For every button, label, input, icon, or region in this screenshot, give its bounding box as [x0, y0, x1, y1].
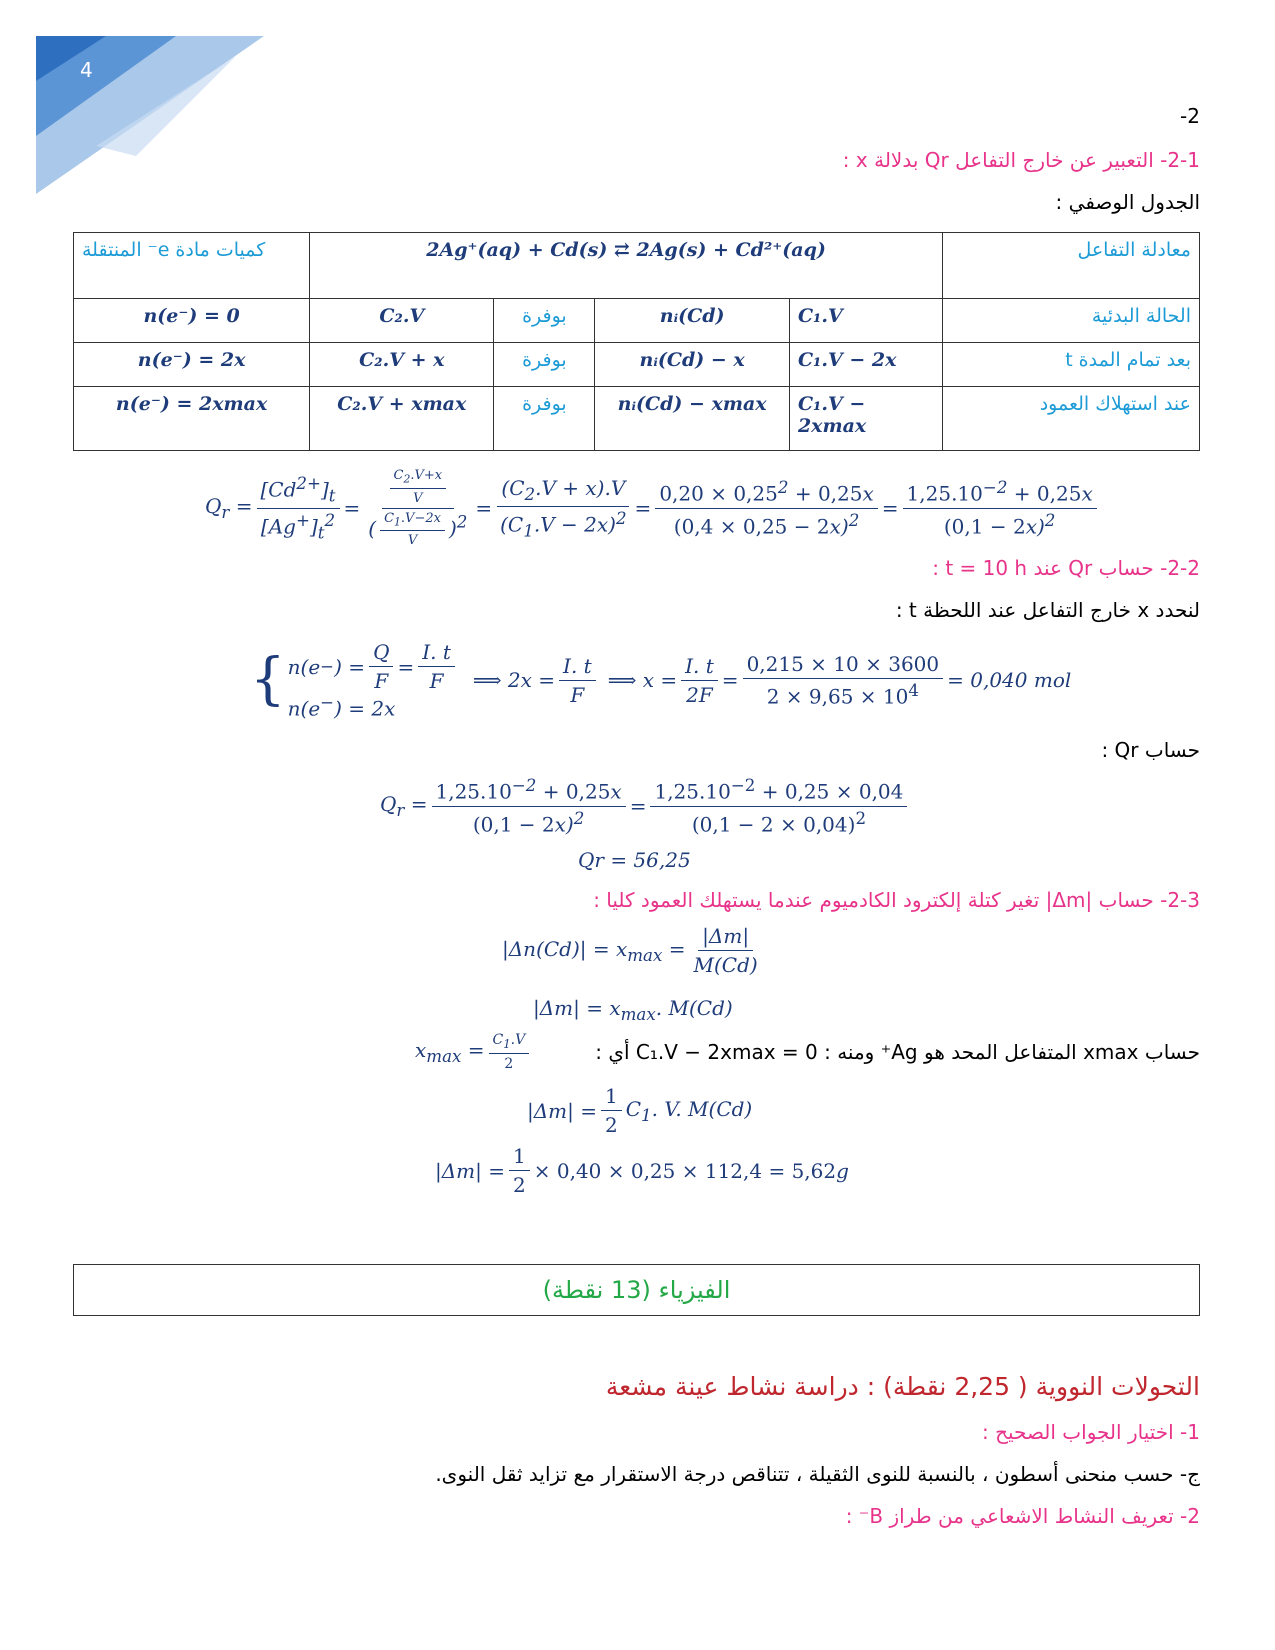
row-label: بعد تمام المدة t — [942, 343, 1199, 387]
table-cell: nᵢ(Cd) — [595, 299, 790, 343]
qr-numeric: $Q_r$ = $\frac{1,25.10^{-2} + 0,25x}{(0,1 - 2x)^2}$ = $\frac{1,25.10^{-2} + 0,25 \times 0,04}{(0,1 - 2 \times 0,04)^2}$ — [380, 776, 911, 836]
table-cell: n(e⁻) = 2x — [74, 343, 310, 387]
nuclear-question-1: 1- اختيار الجواب الصحيح : — [982, 1420, 1200, 1444]
qr-expression: $Q_r$ = $\frac{[Cd^{2+}]_t}{[Ag^+]_t^2}$ = $\frac{C_2.V+x}{V}$ ( $\frac{C_1.V-2x}{V}$ )$^2$ = $\frac{(C_2.V + x).V}{(C_1.V - 2x)^2}$ = $\frac{0,20 \times 0,25^2 + 0,25x}{(0,4 \times 0,25 - 2x)^2}$ = $\frac{1,25.10^{-2} + 0,25x}{(0,1 - 2x)^2}$ — [205, 468, 1101, 548]
reaction-equation: 2Ag⁺(aq) + Cd(s) ⇄ 2Ag(s) + Cd²⁺(aq) — [310, 233, 943, 299]
section-label: -2 — [1180, 104, 1200, 128]
descriptive-table — [73, 232, 1200, 451]
table-cell: C₁.V − 2x — [789, 343, 942, 387]
table-cell: n(e⁻) = 2xmax — [74, 387, 310, 451]
physics-header-box — [73, 1264, 1200, 1316]
qr-result: Qr = 56,25 — [578, 848, 691, 872]
xmax-fraction: $x_{max}$ = $\frac{C_1.V}{2}$ — [415, 1032, 533, 1072]
electrons-header: كميات مادة e⁻ المنتقلة — [74, 233, 310, 299]
table-intro: الجدول الوصفي : — [1055, 190, 1200, 214]
table-cell: C₂.V — [310, 299, 494, 343]
table-cell: C₂.V + xmax — [310, 387, 494, 451]
qr-label: حساب Qr : — [1101, 738, 1200, 762]
x-result: = 0,040 mol — [947, 668, 1072, 693]
nuclear-section-title: التحولات النووية ( 2,25 نقطة) : دراسة نشاط عينة مشعة — [605, 1372, 1200, 1401]
question-2-3-title: 2-3- حساب |Δm| تغير كتلة إلكترود الكادميوم عندما يستهلك العمود كليا : — [593, 888, 1200, 912]
delta-m-final: |Δm| = $\frac{1}{2}$ × 0,40 × 0,25 × 112,4 = 5,62 g — [435, 1144, 849, 1197]
row-label: عند استهلاك العمود — [942, 387, 1199, 451]
xmax-text: حساب xmax المتفاعل المحد هو Ag⁺ ومنه : C₁.V − 2xmax = 0 أي : — [595, 1040, 1200, 1064]
table-cell: C₂.V + x — [310, 343, 494, 387]
question-2-1-title: 2-1- التعبير عن خارج التفاعل Qr بدلالة x : — [842, 148, 1200, 172]
table-cell: بوفرة — [494, 343, 595, 387]
table-cell: n(e⁻) = 0 — [74, 299, 310, 343]
table-cell: بوفرة — [494, 387, 595, 451]
equation-header: معادلة التفاعل — [942, 233, 1199, 299]
nuclear-answer-1: ج- حسب منحنى أسطون ، بالنسبة للنوى الثقيلة ، تتناقص درجة الاستقرار مع تزايد ثقل النوى. — [435, 1462, 1200, 1486]
row-label: الحالة البدئية — [942, 299, 1199, 343]
x-intro: لنحدد x خارج التفاعل عند اللحظة t : — [895, 598, 1200, 622]
delta-m-equation: $|\Delta m| = x_{max}$. M(Cd) — [533, 996, 733, 1024]
x-calculation: { n(e − ) = $\frac{Q}{F}$ = $\frac{I. t}{F}$ n(e−) = 2x ⟹ 2x = $\frac{I. t}{F}$ ⟹ x = $\frac{I. t}{2F}$ = $\frac{0,215 \times 10 \times 3600}{2 \times 9,65 \times 10^4}$ = 0,040 mol — [250, 640, 1072, 721]
table-cell: C₁.V — [789, 299, 942, 343]
table-cell: C₁.V − 2xmax — [789, 387, 942, 451]
page-corner-decoration — [36, 36, 276, 206]
delta-n-equation: $|\Delta n(Cd)| = x_{max}$ = $\frac{|\Delta m|}{M(Cd)}$ — [502, 924, 758, 977]
question-2-2-title: 2-2- حساب Qr عند t = 10 h : — [932, 556, 1200, 580]
table-cell: nᵢ(Cd) − xmax — [595, 387, 790, 451]
table-cell: nᵢ(Cd) − x — [595, 343, 790, 387]
nuclear-question-2: 2- تعريف النشاط الاشعاعي من طراز B⁻ : — [845, 1504, 1200, 1528]
physics-header-text: الفيزياء (13 نقطة) — [542, 1276, 731, 1304]
page-number: 4 — [80, 58, 93, 82]
delta-m-formula: |Δm| = $\frac{1}{2}$ $C_1$. V. M(Cd) — [527, 1084, 753, 1137]
table-cell: بوفرة — [494, 299, 595, 343]
